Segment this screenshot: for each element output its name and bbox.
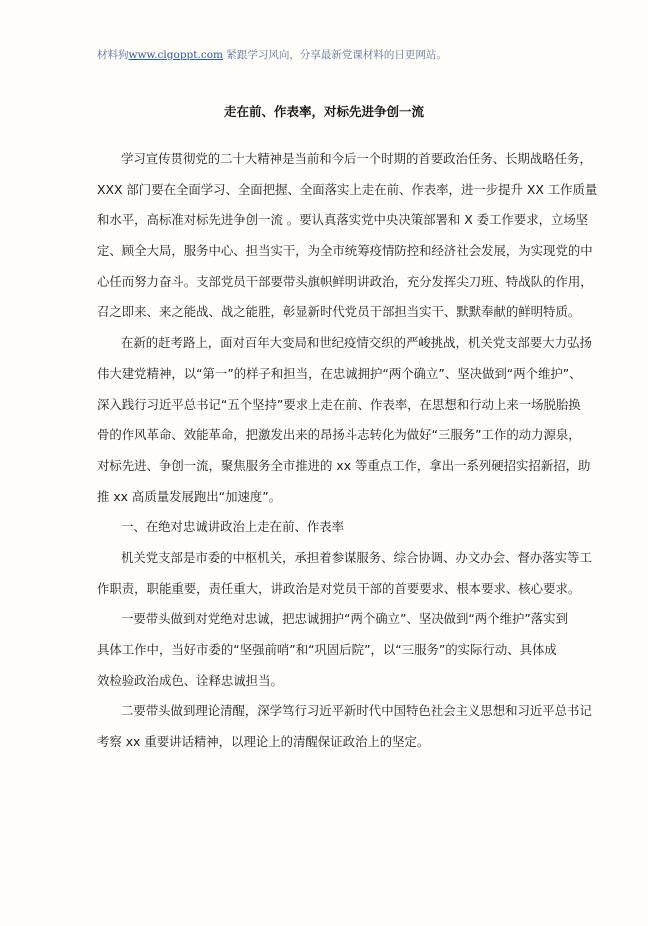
paragraph-line: 伟大建党精神，以“第一”的样子和担当，在忠诚拥护“两个确立”、坚决做到“两个维护”、 [97, 365, 582, 381]
paragraph-line: 考察 xx 重要讲话精神，以理论上的清醒保证政治上的坚定。 [97, 734, 430, 750]
paragraph-line: 在新的赶考路上，面对百年大变局和世纪疫情交织的严峻挑战，机关党支部要大力弘扬 [121, 335, 592, 351]
paragraph-line: 一要带头做到对党绝对忠诚，把忠诚拥护“两个确立”、坚决做到“两个维护”落实到 [121, 611, 568, 627]
site-tagline: 紧跟学习风向，分享最新党课材料的日更网站。 [226, 49, 447, 61]
paragraph-line: 召之即来、来之能战、战之能胜，彰显新时代党员干部担当实干、默默奉献的鲜明特质。 [97, 304, 581, 320]
paragraph-line: 学习宣传贯彻党的二十大精神是当前和今后一个时期的首要政治任务、长期战略任务， [121, 151, 592, 166]
paragraph-line: 定、顾全大局，服务中心、担当实干，为全市统筹疫情防控和经济社会发展，为实现党的中 [97, 243, 593, 259]
paragraph-line: 对标先进、争创一流，聚焦服务全市推进的 xx 等重点工作，拿出一系列硬招实招新招，助 [97, 457, 591, 473]
site-url-link[interactable]: www.clgoppt.com [128, 49, 223, 61]
paragraph-line: 深入践行习近平总书记“五个坚持”要求上走在前、作表率，在思想和行动上来一场脱胎换 [97, 396, 581, 412]
paragraph-line: 二要带头做到理论清醒，深学笃行习近平新时代中国特色社会主义思想和习近平总书记 [121, 703, 592, 719]
site-name: 材料狗 [97, 49, 129, 61]
paragraph-line: 效检验政治成色、诠释忠诚担当。 [97, 672, 283, 688]
paragraph-line: 和水平，高标准对标先进争创一流 。要认真落实党中央决策部署和 X 委工作要求，立场坚 [97, 212, 589, 228]
paragraph-line: 骨的作风革命、效能革命，把激发出来的昂扬斗志转化为做好“三服务”工作的动力源泉， [97, 427, 581, 443]
paragraph-line: 推 xx 高质量发展跑出“加速度”。 [97, 488, 282, 504]
document-body [97, 144, 598, 758]
paragraph-line: 心任而努力奋斗。支部党员干部要带头旗帜鲜明讲政治，充分发挥尖刀班、特战队的作用， [97, 273, 593, 289]
paragraph-line: 机关党支部是市委的中枢机关，承担着参谋服务、综合协调、办文办会、督办落实等工 [121, 549, 592, 565]
paragraph-line: 作职责，职能重要，责任重大，讲政治是对党员干部的首要要求、根本要求、核心要求。 [97, 580, 581, 596]
section-heading: 一、在绝对忠诚讲政治上走在前、作表率 [121, 519, 345, 535]
page-header [97, 47, 447, 62]
document-title: 走在前、作表率，对标先进争创一流 [223, 104, 424, 119]
paragraph-line: 具体工作中，当好市委的“坚强前哨”和“巩固后院”，以“三服务”的实际行动、具体成 [97, 642, 557, 657]
paragraph-line: XXX 部门要在全面学习、全面把握、全面落实上走在前、作表率，进一步提升 XX 工作质量 [97, 181, 598, 197]
